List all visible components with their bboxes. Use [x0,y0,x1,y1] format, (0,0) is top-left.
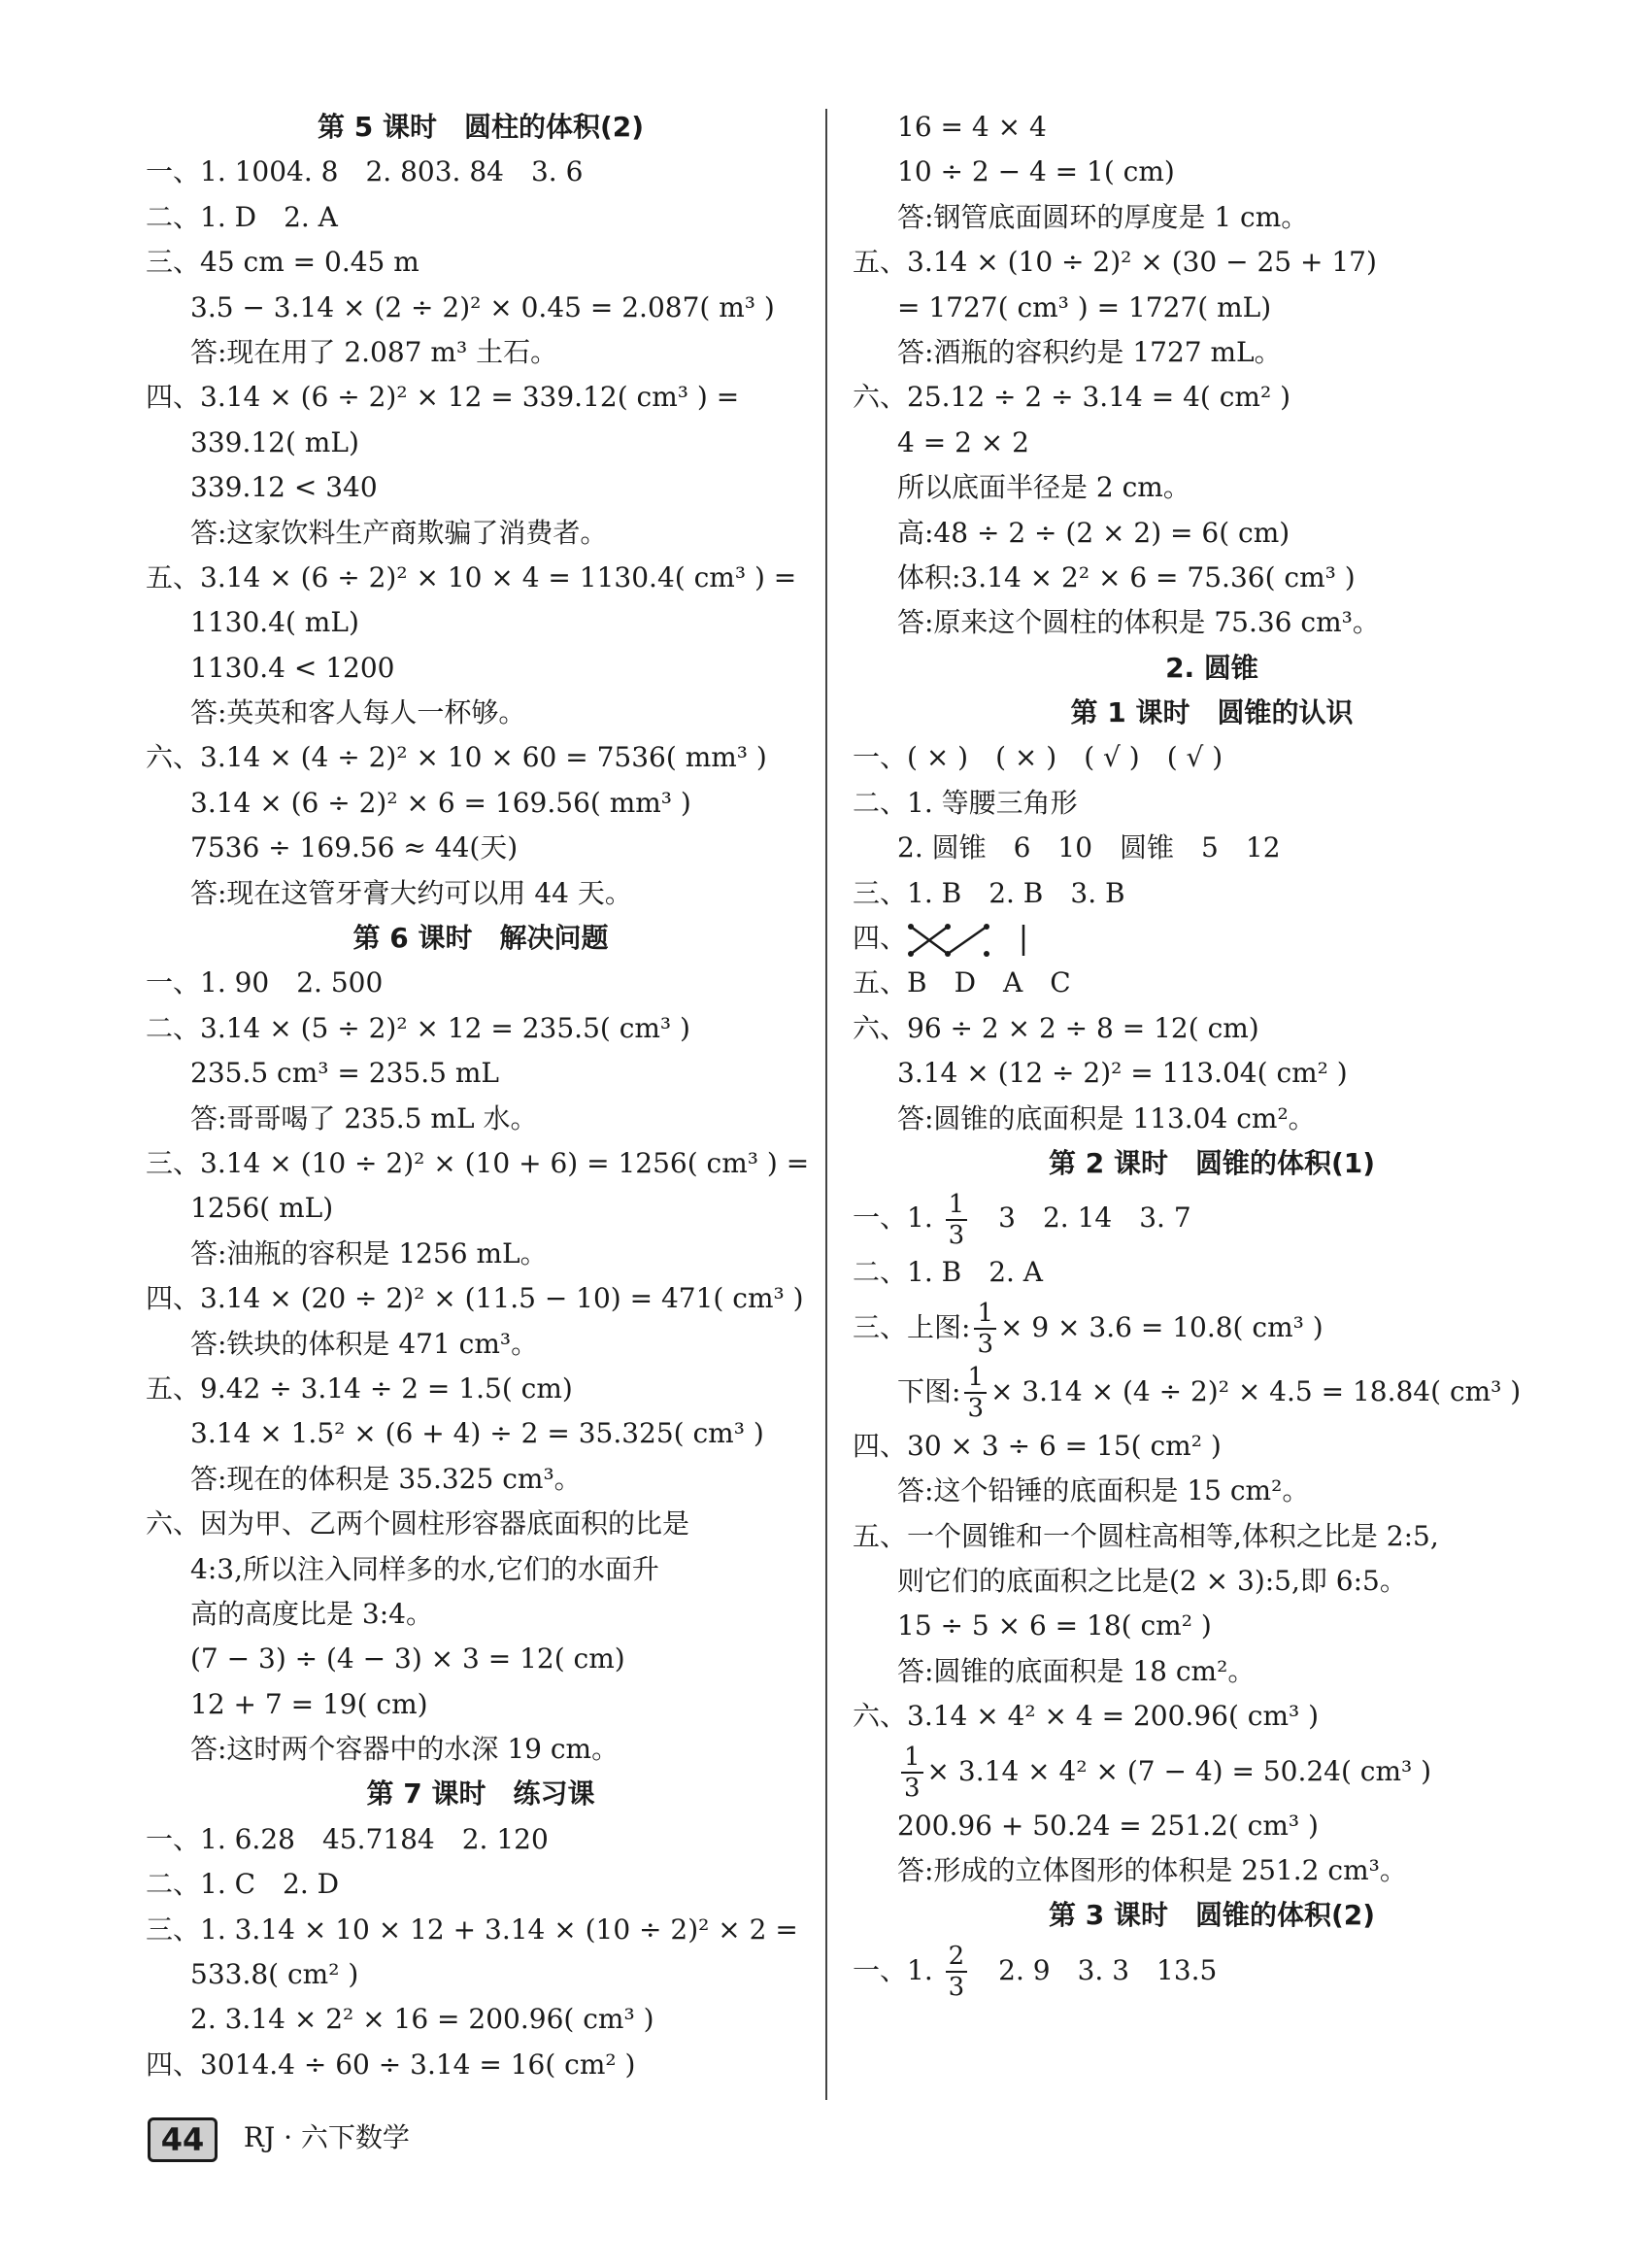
answer-line: 答:哥哥喝了 235.5 mL 水。 [190,1101,538,1134]
answer-line: 3.14 × 1.5² × (6 + 4) ÷ 2 = 35.325( cm³ ) [190,1417,764,1450]
answer-line: 答:原来这个圆柱的体积是 75.36 cm³。 [897,606,1380,639]
section-title: 第 7 课时 练习课 [366,1777,595,1811]
fraction-numerator: 1 [967,1363,984,1393]
answer-line: 四、3.14 × (20 ÷ 2)² × (11.5 − 10) = 471( cm³ ) [146,1282,804,1315]
answer-line: 339.12( mL) [190,425,359,458]
answer-line: 1130.4 < 1200 [190,651,395,684]
answer-line [853,1939,1571,2003]
answer-line: 六、3.14 × (4 ÷ 2)² × 10 × 60 = 7536( mm³ ) [146,741,767,774]
fraction-numerator: 2 [948,1942,965,1972]
answer-line: 533.8( cm² ) [190,1958,359,1991]
section-title: 第 5 课时 圆柱的体积(2) [317,111,645,143]
answer-line: 三、45 cm = 0.45 m [146,246,419,279]
answer-line: 4 = 2 × 2 [897,425,1029,458]
answer-line: 五、B D A C [853,966,1071,999]
answer-line: 三、1. B 2. B 3. B [853,876,1125,909]
match-line [948,927,987,954]
answer-line: 高的高度比是 3:4。 [190,1597,433,1630]
answer-line [853,1186,1571,1250]
answer-line: 三、1. 3.14 × 10 × 12 + 3.14 × (10 ÷ 2)² × 2 = [146,1913,798,1946]
answer-line: 一、1. 6.28 45.7184 2. 120 [146,1822,549,1855]
answer-suffix: × 9 × 3.6 = 10.8( cm³ ) [999,1310,1324,1343]
fraction [974,1299,996,1360]
answer-line: 答:现在的体积是 35.325 cm³。 [190,1462,582,1495]
answer-line: (7 − 3) ÷ (4 − 3) × 3 = 12( cm) [190,1642,625,1676]
matching-lines-diagram [907,921,1033,960]
section-title: 第 6 课时 解决问题 [352,922,609,955]
answer-line: 答:现在用了 2.087 m³ 土石。 [190,335,558,368]
answer-line: 答:现在这管牙膏大约可以用 44 天。 [190,876,632,909]
answer-prefix: 四、 [853,922,908,955]
answer-line: 则它们的底面积之比是(2 × 3):5,即 6:5。 [897,1564,1407,1597]
answer-line: 15 ÷ 5 × 6 = 18( cm² ) [897,1609,1212,1642]
section-title: 第 3 课时 圆锥的体积(2) [1048,1899,1376,1932]
fraction-denominator: 3 [901,1772,923,1801]
answer-line: 3.14 × (6 ÷ 2)² × 6 = 169.56( mm³ ) [190,786,691,819]
section-title: 第 2 课时 圆锥的体积(1) [1048,1146,1376,1179]
answer-line: 二、1. D 2. A [146,200,338,233]
answer-line: 五、一个圆锥和一个圆柱高相等,体积之比是 2:5, [853,1519,1439,1552]
answer-line: 一、( × ) ( × ) ( √ ) ( √ ) [853,741,1223,774]
answer-line: 答:钢管底面圆环的厚度是 1 cm。 [897,200,1309,233]
column-divider [825,109,827,2100]
answer-line: 二、1. C 2. D [146,1868,340,1901]
answer-line: 10 ÷ 2 − 4 = 1( cm) [897,155,1175,188]
answer-line: 答:英英和客人每人一杯够。 [190,696,526,729]
answer-line: 四、3014.4 ÷ 60 ÷ 3.14 = 16( cm² ) [146,2048,636,2081]
answer-line: 六、3.14 × 4² × 4 = 200.96( cm³ ) [853,1700,1320,1733]
page-footer [148,2114,410,2162]
book-label: RJ · 六下数学 [243,2121,410,2153]
section-title: 第 1 课时 圆锥的认识 [1070,696,1354,729]
match-dot [984,924,989,930]
answer-suffix: × 3.14 × 4² × (7 − 4) = 50.24( cm³ ) [926,1754,1432,1787]
answer-line: 235.5 cm³ = 235.5 mL [190,1057,499,1090]
answer-line: 六、25.12 ÷ 2 ÷ 3.14 = 4( cm² ) [853,381,1291,414]
answer-line: 一、1. 90 2. 500 [146,966,384,999]
match-dot [945,924,951,930]
answer-line: 答:形成的立体图形的体积是 251.2 cm³。 [897,1853,1407,1886]
answer-line: 所以底面半径是 2 cm。 [897,471,1190,504]
match-dot [945,951,951,957]
answer-prefix: 一、1. [853,1953,942,1986]
answer-line [853,1360,1571,1424]
answer-line: 3.5 − 3.14 × (2 ÷ 2)² × 0.45 = 2.087( m³ ) [190,290,775,323]
answer-line [853,916,1571,961]
answer-line: 二、1. B 2. A [853,1256,1044,1289]
fraction [964,1363,987,1424]
match-dot [908,924,914,930]
answer-line: 1130.4( mL) [190,606,359,639]
answer-line: 四、3.14 × (6 ÷ 2)² × 12 = 339.12( cm³ ) = [146,381,740,414]
answer-line: 五、9.42 ÷ 3.14 ÷ 2 = 1.5( cm) [146,1371,573,1405]
answer-line: 200.96 + 50.24 = 251.2( cm³ ) [897,1809,1319,1842]
answer-line [853,1740,1571,1804]
fraction-denominator: 3 [946,1219,968,1248]
answer-prefix: 三、上图: [853,1310,971,1343]
answer-line [853,1296,1571,1360]
answer-line: 答:这个铅锤的底面积是 15 cm²。 [897,1474,1310,1507]
answer-line: 3.14 × (12 ÷ 2)² = 113.04( cm² ) [897,1057,1348,1090]
right-column [853,105,1571,2003]
answer-line: = 1727( cm³ ) = 1727( mL) [897,290,1272,323]
answer-line: 2. 圆锥 6 10 圆锥 5 12 [897,831,1281,864]
answer-line: 一、1. 1004. 8 2. 803. 84 3. 6 [146,155,584,188]
answer-line: 答:圆锥的底面积是 18 cm²。 [897,1654,1256,1687]
answer-line: 六、因为甲、乙两个圆柱形容器底面积的比是 [146,1507,690,1540]
page-number: 44 [148,2117,218,2162]
answer-line: 1256( mL) [190,1192,334,1225]
answer-line: 四、30 × 3 ÷ 6 = 15( cm² ) [853,1429,1222,1462]
answer-line: 答:油瓶的容积是 1256 mL。 [190,1236,548,1269]
answer-line: 体积:3.14 × 2² × 6 = 75.36( cm³ ) [897,560,1356,593]
fraction [946,1189,968,1250]
answer-line: 六、96 ÷ 2 × 2 ÷ 8 = 12( cm) [853,1011,1259,1044]
fraction-denominator: 3 [974,1328,996,1357]
match-dot [984,951,989,957]
answer-suffix: 3 2. 14 3. 7 [971,1202,1191,1235]
answer-line: 高:48 ÷ 2 ÷ (2 × 2) = 6( cm) [897,516,1290,549]
answer-line: 答:这家饮料生产商欺骗了消费者。 [190,516,608,549]
answer-line: 答:铁块的体积是 471 cm³。 [190,1327,539,1360]
answer-line: 4:3,所以注入同样多的水,它们的水面升 [190,1552,659,1585]
answer-line: 二、1. 等腰三角形 [853,786,1078,819]
answer-line: 16 = 4 × 4 [897,111,1047,143]
answer-line: 三、3.14 × (10 ÷ 2)² × (10 + 6) = 1256( cm³ ) = [146,1146,810,1179]
answer-suffix: 2. 9 3. 3 13.5 [971,1953,1218,1986]
answer-line: 五、3.14 × (10 ÷ 2)² × (30 − 25 + 17) [853,246,1377,279]
answer-line: 二、3.14 × (5 ÷ 2)² × 12 = 235.5( cm³ ) [146,1011,690,1044]
fraction-denominator: 3 [964,1392,987,1421]
left-column [146,105,816,2087]
answer-prefix: 下图: [897,1374,961,1407]
answer-line: 答:这时两个容器中的水深 19 cm。 [190,1733,620,1766]
fraction [901,1744,923,1801]
answer-prefix: 一、1. [853,1202,942,1235]
fraction-numerator: 1 [977,1299,993,1329]
answer-line: 12 + 7 = 19( cm) [190,1687,428,1720]
fraction-numerator: 1 [904,1743,921,1772]
section-title: 2. 圆锥 [1165,651,1258,684]
answer-line: 339.12 < 340 [190,471,378,504]
answer-line: 2. 3.14 × 2² × 16 = 200.96( cm³ ) [190,2003,654,2036]
answer-suffix: × 3.14 × (4 ÷ 2)² × 4.5 = 18.84( cm³ ) [989,1374,1522,1407]
fraction-denominator: 3 [946,1971,968,2000]
answer-line: 五、3.14 × (6 ÷ 2)² × 10 × 4 = 1130.4( cm³ ) = [146,560,797,593]
answer-line: 7536 ÷ 169.56 ≈ 44(天) [190,831,519,864]
fraction-numerator: 1 [948,1189,965,1219]
answer-line: 答:酒瓶的容积约是 1727 mL。 [897,335,1282,368]
answer-line: 答:圆锥的底面积是 113.04 cm²。 [897,1101,1316,1134]
match-dot [908,951,914,957]
fraction [946,1942,968,2003]
